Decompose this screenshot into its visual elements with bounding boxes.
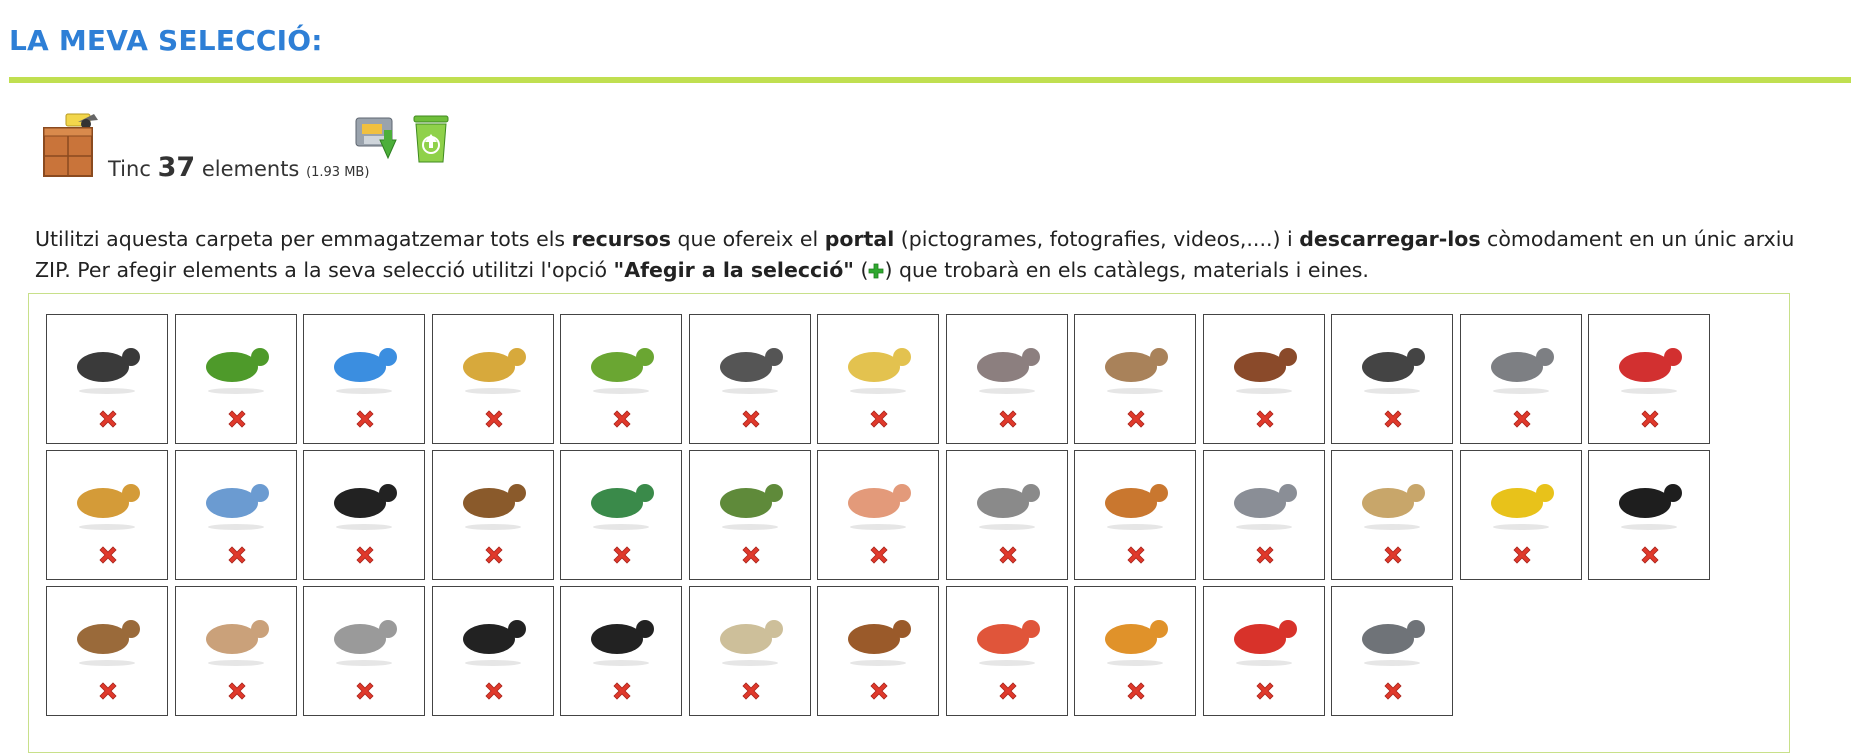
owl-icon bbox=[63, 599, 151, 669]
delete-x-icon[interactable] bbox=[1638, 407, 1662, 431]
dolphin-icon bbox=[192, 463, 280, 533]
selection-item-bull bbox=[1074, 314, 1196, 444]
desc-bold-portal: portal bbox=[824, 226, 895, 251]
summary-prefix: Tinc bbox=[108, 157, 151, 181]
selection-item-starfish bbox=[1203, 586, 1325, 716]
delete-x-icon[interactable] bbox=[482, 679, 506, 703]
desc-text-3: (pictogrames, fotografies, videos,....) i bbox=[894, 226, 1300, 251]
delete-x-icon[interactable] bbox=[867, 679, 891, 703]
desc-text-1: Utilitzi aquesta carpeta per emmagatzemar tots els bbox=[35, 226, 572, 251]
fly-icon bbox=[706, 327, 794, 397]
lion-icon bbox=[834, 327, 922, 397]
selection-count: 37 bbox=[157, 152, 196, 183]
pig-icon bbox=[963, 327, 1051, 397]
selection-item-goat bbox=[432, 314, 554, 444]
delete-x-icon[interactable] bbox=[353, 407, 377, 431]
selection-description bbox=[35, 224, 1835, 286]
selection-item-ladybug bbox=[1588, 314, 1710, 444]
selection-item-grasshopper bbox=[560, 314, 682, 444]
selection-item-penguin bbox=[432, 586, 554, 716]
selection-item-duck bbox=[560, 450, 682, 580]
delete-x-icon[interactable] bbox=[1253, 407, 1277, 431]
crocodile-icon bbox=[63, 327, 151, 397]
selection-size: (1.93 MB) bbox=[306, 165, 370, 180]
delete-x-icon[interactable] bbox=[1124, 679, 1148, 703]
delete-x-icon[interactable] bbox=[482, 407, 506, 431]
pigeon-icon bbox=[1220, 463, 1308, 533]
selection-item-dolphin bbox=[175, 450, 297, 580]
desc-text-5: ( bbox=[853, 257, 869, 282]
selection-item-butterfly bbox=[303, 314, 425, 444]
delete-x-icon[interactable] bbox=[1381, 407, 1405, 431]
title-divider bbox=[9, 77, 1851, 83]
cat-icon bbox=[577, 599, 665, 669]
selection-item-centipede bbox=[946, 450, 1068, 580]
page-title: LA MEVA SELECCIÓ: bbox=[9, 24, 323, 57]
selection-item-silkworm bbox=[303, 586, 425, 716]
delete-x-icon[interactable] bbox=[96, 543, 120, 567]
turtle-icon bbox=[706, 463, 794, 533]
desc-bold-afegir: "Afegir a la selecció" bbox=[613, 257, 854, 282]
selection-item-lion bbox=[817, 314, 939, 444]
grasshopper-icon bbox=[577, 327, 665, 397]
delete-x-icon[interactable] bbox=[482, 543, 506, 567]
selection-item-eagle bbox=[432, 450, 554, 580]
wolf-icon bbox=[1348, 599, 1436, 669]
delete-x-icon[interactable] bbox=[996, 543, 1020, 567]
delete-x-icon[interactable] bbox=[610, 407, 634, 431]
delete-x-icon[interactable] bbox=[1381, 543, 1405, 567]
rhinoceros-icon bbox=[1477, 327, 1565, 397]
selection-item-horse bbox=[1203, 314, 1325, 444]
selection-item-frog bbox=[175, 314, 297, 444]
delete-x-icon[interactable] bbox=[996, 407, 1020, 431]
delete-x-icon[interactable] bbox=[96, 679, 120, 703]
delete-x-icon[interactable] bbox=[353, 679, 377, 703]
selection-item-rabbit bbox=[175, 586, 297, 716]
delete-x-icon[interactable] bbox=[1253, 679, 1277, 703]
panther-icon bbox=[1605, 463, 1693, 533]
selection-panel bbox=[28, 293, 1790, 753]
delete-x-icon[interactable] bbox=[1638, 543, 1662, 567]
selection-item-snake bbox=[689, 586, 811, 716]
selection-item-seahorse bbox=[1074, 586, 1196, 716]
cow-icon bbox=[1348, 327, 1436, 397]
ladybug-icon bbox=[1605, 327, 1693, 397]
selection-item-pigeon bbox=[1203, 450, 1325, 580]
delete-x-icon[interactable] bbox=[739, 407, 763, 431]
selection-item-cow bbox=[1331, 314, 1453, 444]
selection-item-giraffe bbox=[46, 450, 168, 580]
delete-x-icon[interactable] bbox=[96, 407, 120, 431]
delete-x-icon[interactable] bbox=[353, 543, 377, 567]
selection-item-pig bbox=[946, 314, 1068, 444]
selection-item-spider bbox=[303, 450, 425, 580]
delete-x-icon[interactable] bbox=[1381, 679, 1405, 703]
snake-icon bbox=[706, 599, 794, 669]
desc-bold-descarregar: descarregar-los bbox=[1299, 226, 1481, 251]
horse-icon bbox=[1220, 327, 1308, 397]
selection-count-text bbox=[108, 152, 369, 183]
selection-item-shrimp bbox=[946, 586, 1068, 716]
eagle-icon bbox=[449, 463, 537, 533]
selection-item-fly bbox=[689, 314, 811, 444]
delete-x-icon[interactable] bbox=[867, 543, 891, 567]
selection-item-crocodile bbox=[46, 314, 168, 444]
silkworm-icon bbox=[320, 599, 408, 669]
delete-x-icon[interactable] bbox=[610, 679, 634, 703]
selection-item-bee bbox=[1460, 450, 1582, 580]
shrimp-icon bbox=[963, 599, 1051, 669]
selection-item-owl bbox=[46, 586, 168, 716]
add-plus-icon bbox=[868, 263, 884, 279]
desc-text-4: còmodament en un únic arxiu ZIP. Per afegir elements a la seva selecció utilitzi l'opció bbox=[35, 226, 1795, 282]
centipede-icon bbox=[963, 463, 1051, 533]
delete-x-icon[interactable] bbox=[867, 407, 891, 431]
selection-item-wolf bbox=[1331, 586, 1453, 716]
delete-x-icon[interactable] bbox=[1124, 407, 1148, 431]
selection-item-turtle bbox=[689, 450, 811, 580]
selection-item-cat bbox=[560, 586, 682, 716]
delete-x-icon[interactable] bbox=[610, 543, 634, 567]
giraffe-icon bbox=[63, 463, 151, 533]
recycle-bin-icon[interactable] bbox=[406, 112, 456, 164]
delete-x-icon[interactable] bbox=[1124, 543, 1148, 567]
spider-icon bbox=[320, 463, 408, 533]
selection-item-squirrel bbox=[1074, 450, 1196, 580]
selection-item-camel bbox=[817, 586, 939, 716]
bull-icon bbox=[1091, 327, 1179, 397]
box-icon bbox=[38, 112, 104, 178]
seahorse-icon bbox=[1091, 599, 1179, 669]
duck-icon bbox=[577, 463, 665, 533]
bee-icon bbox=[1477, 463, 1565, 533]
selection-item-panther bbox=[1588, 450, 1710, 580]
desc-text-2: que ofereix el bbox=[670, 226, 825, 251]
delete-x-icon[interactable] bbox=[739, 543, 763, 567]
delete-x-icon[interactable] bbox=[996, 679, 1020, 703]
penguin-icon bbox=[449, 599, 537, 669]
selection-item-carp bbox=[1331, 450, 1453, 580]
delete-x-icon[interactable] bbox=[1253, 543, 1277, 567]
delete-x-icon[interactable] bbox=[225, 407, 249, 431]
selection-item-rhinoceros bbox=[1460, 314, 1582, 444]
squirrel-icon bbox=[1091, 463, 1179, 533]
carp-icon bbox=[1348, 463, 1436, 533]
camel-icon bbox=[834, 599, 922, 669]
butterfly-icon bbox=[320, 327, 408, 397]
delete-x-icon[interactable] bbox=[1510, 407, 1534, 431]
download-zip-icon[interactable] bbox=[352, 112, 402, 164]
selection-item-octopus bbox=[817, 450, 939, 580]
delete-x-icon[interactable] bbox=[1510, 543, 1534, 567]
octopus-icon bbox=[834, 463, 922, 533]
delete-x-icon[interactable] bbox=[225, 543, 249, 567]
desc-bold-recursos: recursos bbox=[571, 226, 671, 251]
goat-icon bbox=[449, 327, 537, 397]
desc-text-6: ) que trobarà en els catàlegs, materials i eines. bbox=[884, 257, 1369, 282]
summary-unit: elements bbox=[201, 157, 300, 181]
starfish-icon bbox=[1220, 599, 1308, 669]
delete-x-icon[interactable] bbox=[225, 679, 249, 703]
delete-x-icon[interactable] bbox=[739, 679, 763, 703]
frog-icon bbox=[192, 327, 280, 397]
rabbit-icon bbox=[192, 599, 280, 669]
